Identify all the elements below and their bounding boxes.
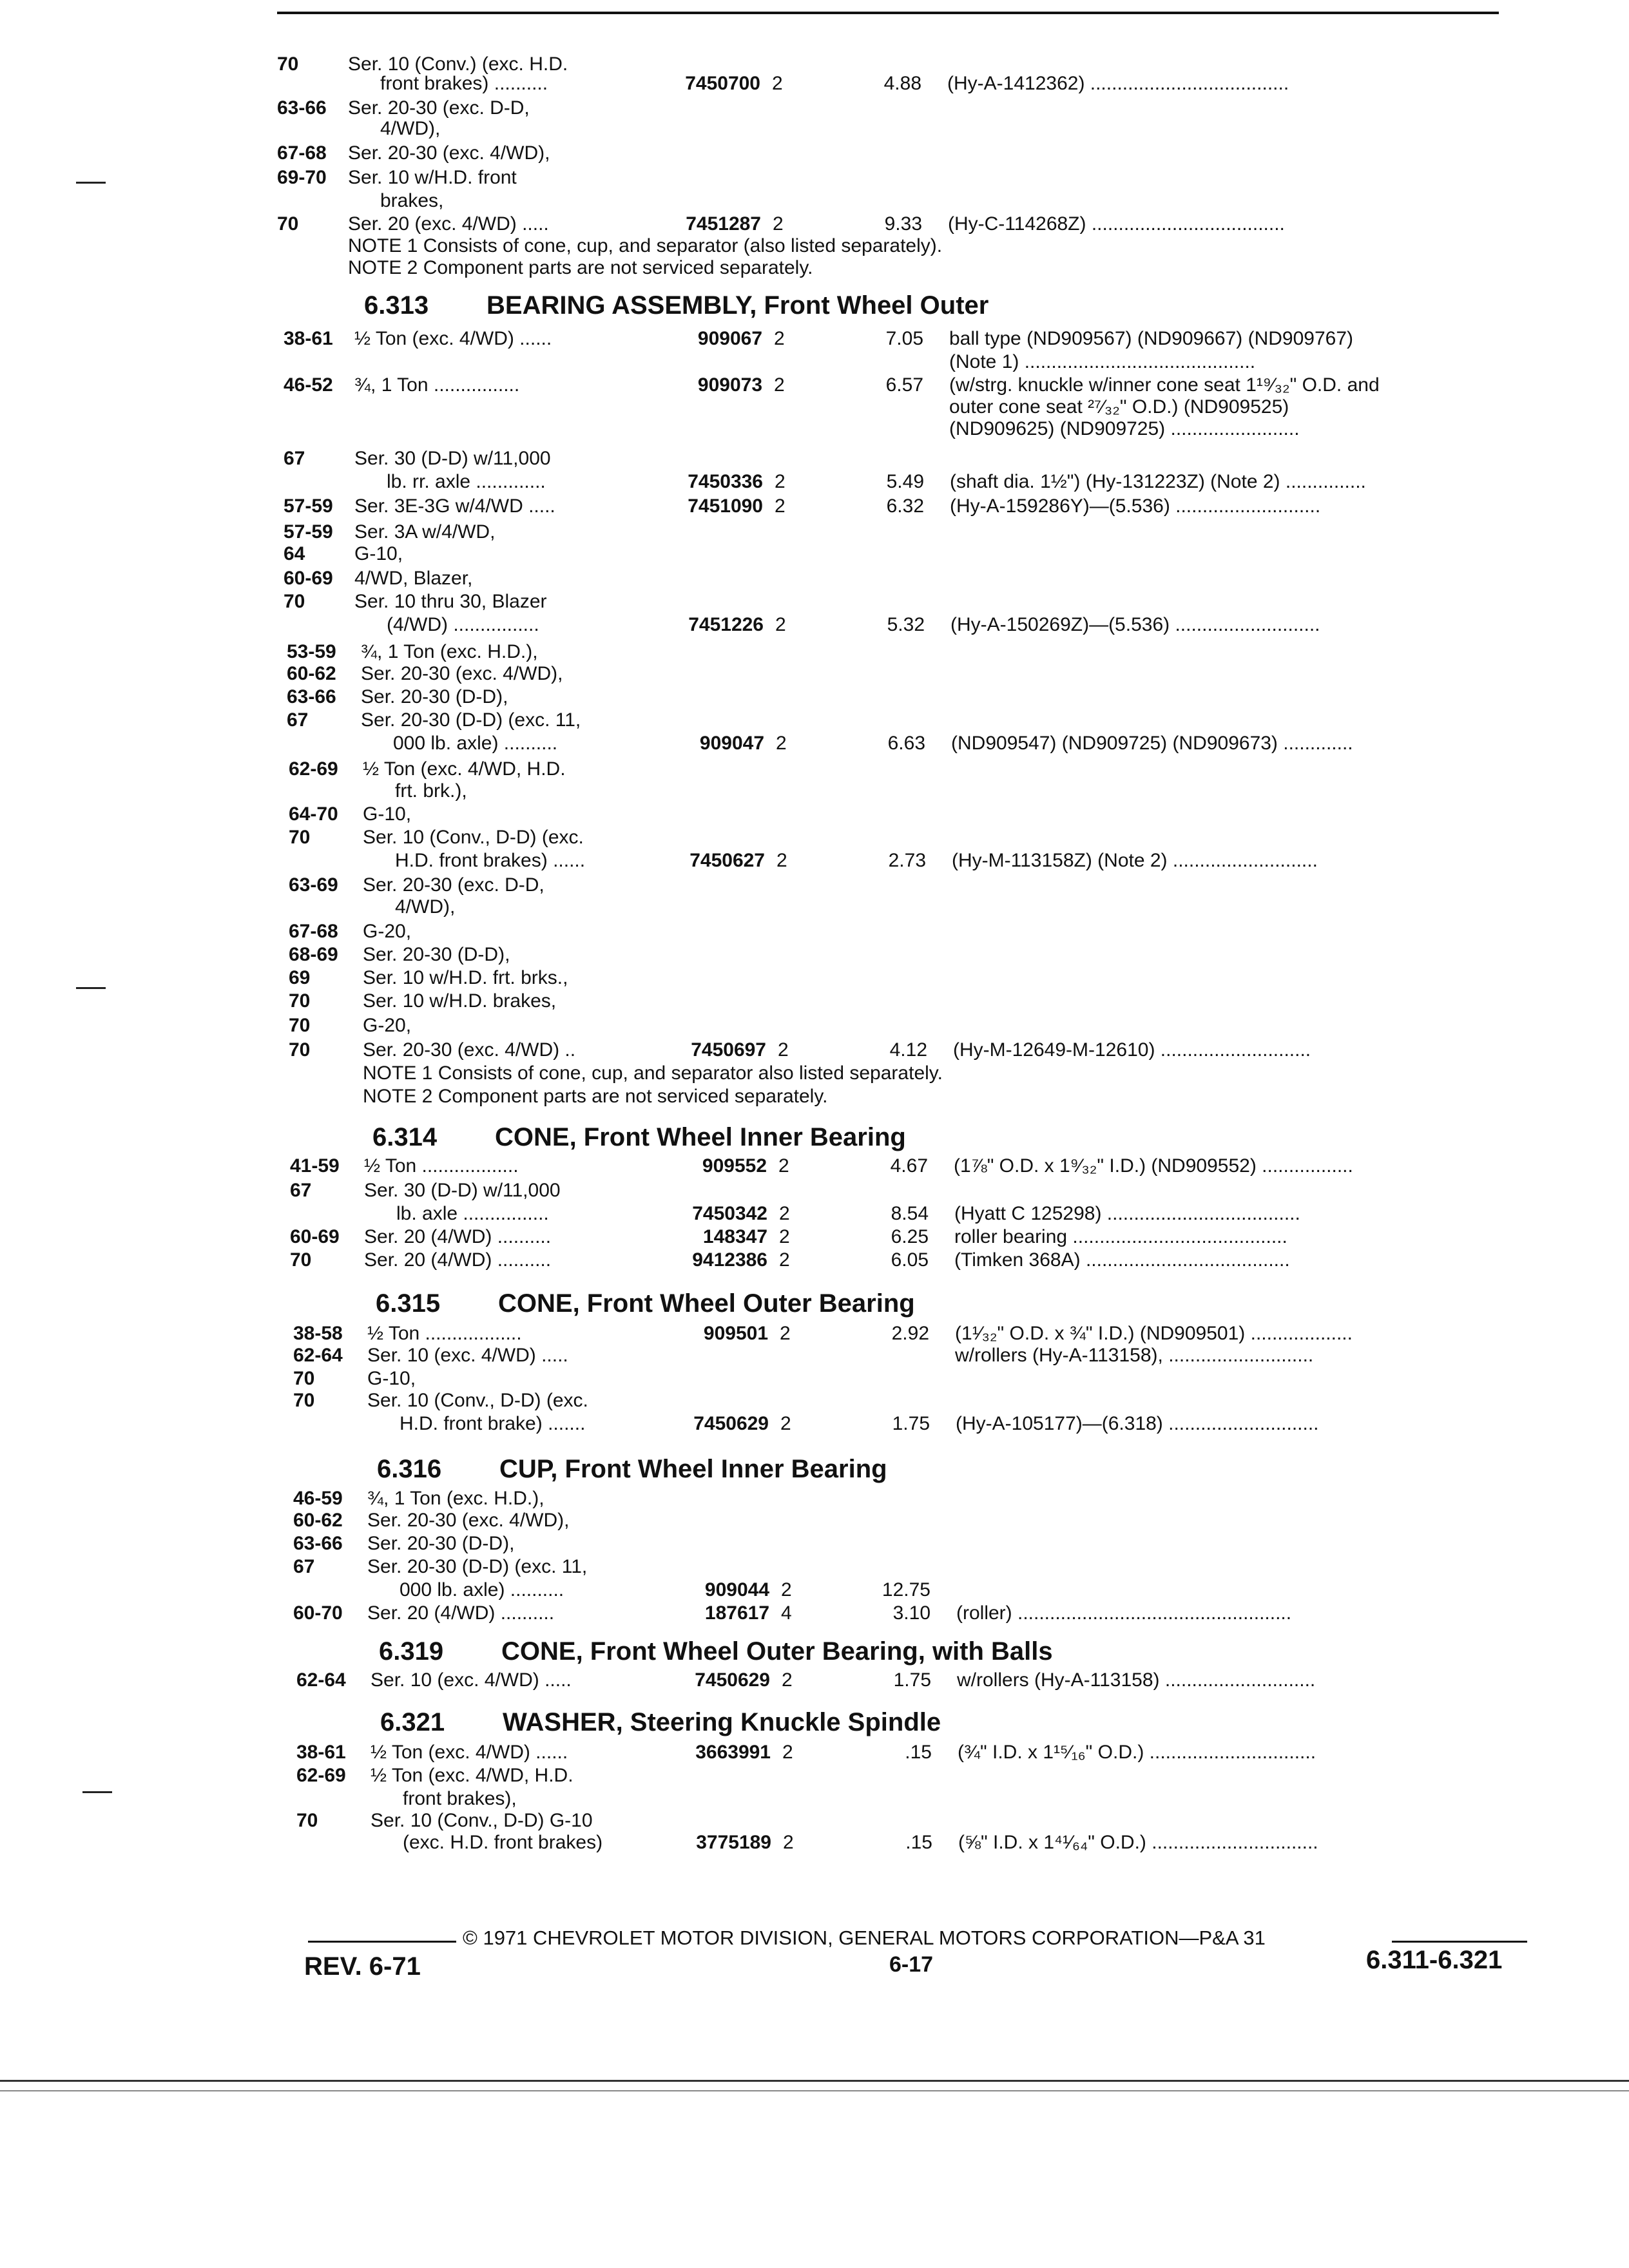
application-description: Ser. 20 (4/WD) .......... <box>367 1602 555 1624</box>
list-price: 6.32 <box>886 495 924 517</box>
parts-row <box>0 447 1629 473</box>
application-description: Ser. 20-30 (exc. 4/WD), <box>367 1510 570 1531</box>
part-number: 3663991 <box>695 1742 771 1763</box>
parts-row <box>0 590 1629 616</box>
parts-row <box>0 1344 1629 1370</box>
model-years: 63-66 <box>293 1533 343 1554</box>
parts-row <box>0 1085 1629 1111</box>
parts-row <box>0 1831 1629 1857</box>
model-years: 57-59 <box>284 521 333 543</box>
section-number: 6.321 <box>380 1708 445 1736</box>
remarks: (1⅞" O.D. x 1⁹⁄₃₂" I.D.) (ND909552) ................. <box>954 1155 1353 1177</box>
list-price: 6.63 <box>887 733 925 754</box>
section-number: 6.313 <box>364 291 429 320</box>
application-description: Ser. 3A w/4/WD, <box>354 521 496 543</box>
application-description: front brakes) .......... <box>380 73 548 94</box>
section-number: 6.315 <box>376 1289 441 1318</box>
part-number: 7450629 <box>695 1669 770 1691</box>
application-description: Ser. 30 (D-D) w/11,000 <box>354 448 551 469</box>
application-description: Ser. 20 (4/WD) .......... <box>364 1226 552 1247</box>
model-years: 68-69 <box>289 944 338 965</box>
section-heading <box>372 1122 906 1152</box>
application-description: Ser. 10 (Conv., D-D) (exc. <box>363 827 584 848</box>
application-description: Ser. 10 w/H.D. front <box>348 167 517 188</box>
application-description: Ser. 10 thru 30, Blazer <box>354 591 547 612</box>
remarks: (Hy-A-159286Y)—(5.536) ........................... <box>950 495 1321 517</box>
application-description: ½ Ton .................. <box>367 1323 522 1344</box>
application-description: Ser. 20-30 (exc. 4/WD) .. <box>363 1039 576 1061</box>
section-number: 6.316 <box>377 1455 442 1483</box>
list-price: 2.73 <box>888 850 926 871</box>
part-number: 7450700 <box>685 73 760 94</box>
page-number: 6-17 <box>889 1952 934 1977</box>
application-description: NOTE 1 Consists of cone, cup, and separator (also listed separately). <box>348 235 943 256</box>
quantity: 2 <box>779 1226 790 1247</box>
parts-row <box>0 1155 1629 1180</box>
model-years: 53-59 <box>287 641 336 662</box>
model-years: 70 <box>293 1390 315 1411</box>
application-description: frt. brk.), <box>395 780 467 802</box>
parts-row <box>0 495 1629 521</box>
part-number: 7450342 <box>692 1203 767 1224</box>
model-years: 69-70 <box>277 167 327 188</box>
application-description: G-10, <box>363 803 412 825</box>
section-heading <box>376 1289 915 1318</box>
revision-label: REV. 6-71 <box>304 1952 421 1981</box>
model-years: 46-59 <box>293 1488 343 1509</box>
list-price: 5.32 <box>887 614 925 635</box>
application-description: NOTE 2 Component parts are not serviced separately. <box>348 257 813 278</box>
parts-row <box>0 189 1629 215</box>
parts-row <box>0 1602 1629 1628</box>
application-description: Ser. 10 w/H.D. frt. brks., <box>363 967 568 988</box>
part-number: 909044 <box>704 1579 769 1600</box>
application-description: ½ Ton (exc. 4/WD, H.D. <box>363 758 566 780</box>
quantity: 2 <box>776 850 787 871</box>
parts-row <box>0 803 1629 829</box>
section-range: 6.311-6.321 <box>1366 1946 1503 1974</box>
parts-row <box>0 920 1629 946</box>
top-rule <box>277 12 1499 14</box>
part-number: 148347 <box>702 1226 767 1247</box>
parts-row <box>0 166 1629 192</box>
model-years: 63-66 <box>277 97 327 119</box>
model-years: 70 <box>290 1249 312 1271</box>
remarks: outer cone seat ²⁷⁄₃₂" O.D.) (ND909525) <box>949 396 1289 418</box>
model-years: 46-52 <box>284 374 333 396</box>
list-price: 6.05 <box>891 1249 929 1271</box>
parts-row <box>0 1179 1629 1205</box>
application-description: Ser. 10 (exc. 4/WD) ..... <box>367 1345 568 1366</box>
list-price: 9.33 <box>884 213 922 235</box>
application-description: NOTE 1 Consists of cone, cup, and separator also listed separately. <box>363 1062 943 1084</box>
application-description: Ser. 20-30 (exc. 4/WD), <box>361 663 563 684</box>
part-number: 909047 <box>699 733 764 754</box>
model-years: 70 <box>289 990 311 1012</box>
model-years: 64-70 <box>289 803 338 825</box>
remarks: (Hy-M-12649-M-12610) ............................ <box>953 1039 1311 1061</box>
quantity: 2 <box>778 1039 789 1061</box>
model-years: 60-69 <box>290 1226 340 1247</box>
part-number: 9412386 <box>692 1249 767 1271</box>
parts-row <box>0 1509 1629 1535</box>
remarks: (shaft dia. 1½") (Hy-131223Z) (Note 2) ............... <box>950 471 1366 492</box>
parts-row <box>0 1532 1629 1558</box>
application-description: 000 lb. axle) .......... <box>393 733 558 754</box>
model-years: 70 <box>289 827 311 848</box>
parts-row <box>0 1555 1629 1581</box>
remarks: (⅝" I.D. x 1⁴¹⁄₆₄" O.D.) ............................... <box>958 1832 1318 1853</box>
list-price: 2.92 <box>891 1323 929 1344</box>
remarks: (Hy-A-150269Z)—(5.536) ........................... <box>950 614 1320 635</box>
parts-row <box>0 1389 1629 1415</box>
model-years: 63-66 <box>287 686 336 707</box>
model-years: 70 <box>289 1039 311 1061</box>
section-heading <box>379 1637 1053 1666</box>
quantity: 2 <box>776 733 787 754</box>
application-description: ½ Ton (exc. 4/WD) ...... <box>371 1742 568 1763</box>
model-years: 57-59 <box>284 495 333 517</box>
list-price: 7.05 <box>885 328 923 349</box>
part-number: 7451090 <box>688 495 763 517</box>
list-price: 5.49 <box>886 471 924 492</box>
remarks: (Hy-A-105177)—(6.318) ............................ <box>956 1413 1319 1434</box>
application-description: Ser. 10 w/H.D. brakes, <box>363 990 557 1012</box>
section-heading <box>380 1707 941 1737</box>
application-description: lb. rr. axle ............. <box>387 471 546 492</box>
model-years: 60-62 <box>293 1510 343 1531</box>
model-years: 70 <box>289 1015 311 1036</box>
parts-row <box>0 567 1629 593</box>
parts-row <box>0 142 1629 168</box>
application-description: Ser. 20-30 (D-D), <box>367 1533 515 1554</box>
application-description: Ser. 10 (exc. 4/WD) ..... <box>371 1669 572 1691</box>
model-years: 62-64 <box>296 1669 346 1691</box>
copyright-line: © 1971 CHEVROLET MOTOR DIVISION, GENERAL MOTORS CORPORATION—P&A 31 <box>463 1927 1266 1949</box>
list-price: 4.88 <box>883 73 921 94</box>
application-description: ½ Ton (exc. 4/WD, H.D. <box>371 1765 574 1786</box>
part-number: 7450336 <box>688 471 763 492</box>
quantity: 2 <box>782 1669 793 1691</box>
model-years: 41-59 <box>290 1155 340 1177</box>
quantity: 2 <box>778 1155 789 1177</box>
model-years: 67 <box>284 448 305 469</box>
parts-row <box>0 1249 1629 1274</box>
remarks: (Hy-M-113158Z) (Note 2) ........................... <box>952 850 1318 871</box>
application-description: lb. axle ................ <box>396 1203 549 1224</box>
remarks: (w/strg. knuckle w/inner cone seat 1¹⁹⁄₃₂" O.D. and <box>949 374 1380 396</box>
remarks: (Hyatt C 125298) .................................... <box>954 1203 1300 1224</box>
quantity: 2 <box>780 1323 791 1344</box>
section-title: CONE, Front Wheel Inner Bearing <box>495 1123 906 1151</box>
quantity: 2 <box>783 1832 794 1853</box>
application-description: H.D. front brakes) ...... <box>395 850 586 871</box>
part-number: 7450697 <box>691 1039 766 1061</box>
footer-rule-right <box>1392 1941 1527 1943</box>
remarks: ball type (ND909567) (ND909667) (ND909767) <box>949 328 1353 349</box>
part-number: 909552 <box>702 1155 767 1177</box>
parts-row <box>0 1741 1629 1767</box>
list-price: 6.57 <box>885 374 923 396</box>
parts-row <box>0 1764 1629 1790</box>
application-description: (exc. H.D. front brakes) <box>403 1832 603 1853</box>
application-description: G-20, <box>363 1015 412 1036</box>
quantity: 2 <box>772 73 783 94</box>
quantity: 2 <box>782 1742 793 1763</box>
part-number: 7451226 <box>688 614 764 635</box>
model-years: 60-62 <box>287 663 336 684</box>
list-price: 1.75 <box>893 1669 931 1691</box>
application-description: Ser. 20-30 (exc. 4/WD), <box>348 142 550 164</box>
quantity: 4 <box>781 1602 792 1624</box>
parts-row <box>0 470 1629 496</box>
model-years: 67 <box>290 1180 312 1201</box>
application-description: 4/WD), <box>395 896 456 918</box>
parts-row <box>0 613 1629 639</box>
part-number: 187617 <box>704 1602 769 1624</box>
parts-row <box>0 117 1629 143</box>
section-heading <box>377 1454 887 1484</box>
part-number: 909501 <box>703 1323 768 1344</box>
quantity: 2 <box>775 614 786 635</box>
list-price: 12.75 <box>882 1579 930 1600</box>
model-years: 67-68 <box>277 142 327 164</box>
section-title: BEARING ASSEMBLY, Front Wheel Outer <box>487 291 989 320</box>
parts-row <box>0 709 1629 735</box>
remarks: (Timken 368A) ...................................... <box>954 1249 1290 1271</box>
section-title: CUP, Front Wheel Inner Bearing <box>499 1455 887 1483</box>
parts-row <box>0 543 1629 568</box>
remarks: (¾" I.D. x 1¹⁵⁄₁₆" O.D.) ............................... <box>958 1742 1316 1763</box>
remarks: (ND909625) (ND909725) ........................ <box>949 418 1300 439</box>
parts-row <box>0 780 1629 805</box>
application-description: (4/WD) ................ <box>387 614 539 635</box>
list-price: 4.67 <box>890 1155 928 1177</box>
application-description: brakes, <box>380 190 444 211</box>
scan-rule <box>0 2090 1629 2091</box>
model-years: 38-61 <box>284 328 333 349</box>
list-price: .15 <box>905 1832 932 1853</box>
quantity: 2 <box>774 374 785 396</box>
list-price: .15 <box>905 1742 932 1763</box>
application-description: G-20, <box>363 921 412 942</box>
remarks: (1¹⁄₃₂" O.D. x ¾" I.D.) (ND909501) ................... <box>955 1323 1353 1344</box>
list-price: 8.54 <box>891 1203 929 1224</box>
application-description: Ser. 20-30 (D-D), <box>363 944 510 965</box>
application-description: ½ Ton (exc. 4/WD) ...... <box>354 328 552 349</box>
part-number: 7450629 <box>693 1413 769 1434</box>
parts-row <box>0 966 1629 992</box>
parts-row <box>0 418 1629 443</box>
list-price: 6.25 <box>891 1226 929 1247</box>
application-description: Ser. 20 (exc. 4/WD) ..... <box>348 213 549 235</box>
application-description: NOTE 2 Component parts are not serviced separately. <box>363 1086 828 1107</box>
parts-row <box>0 686 1629 711</box>
application-description: ¾, 1 Ton (exc. H.D.), <box>361 641 538 662</box>
model-years: 70 <box>284 591 305 612</box>
model-years: 38-61 <box>296 1742 346 1763</box>
model-years: 69 <box>289 967 311 988</box>
parts-row <box>0 1202 1629 1228</box>
remarks: w/rollers (Hy-A-113158) ............................ <box>957 1669 1316 1691</box>
application-description: Ser. 10 (Conv.) (exc. H.D. <box>348 53 568 75</box>
model-years: 70 <box>277 213 299 235</box>
parts-row <box>0 1014 1629 1040</box>
application-description: 000 lb. axle) .......... <box>400 1579 564 1600</box>
quantity: 2 <box>781 1579 792 1600</box>
remarks: (Hy-C-114268Z) .................................... <box>948 213 1285 235</box>
remarks: roller bearing ........................................ <box>954 1226 1287 1247</box>
quantity: 2 <box>775 471 786 492</box>
parts-row <box>0 1579 1629 1604</box>
application-description: Ser. 10 (Conv., D-D) G-10 <box>371 1810 593 1831</box>
parts-row <box>0 732 1629 758</box>
application-description: 4/WD), <box>380 118 441 139</box>
model-years: 60-69 <box>284 568 333 589</box>
section-title: CONE, Front Wheel Outer Bearing <box>498 1289 915 1318</box>
application-description: 4/WD, Blazer, <box>354 568 473 589</box>
quantity: 2 <box>773 213 784 235</box>
application-description: front brakes), <box>403 1788 517 1809</box>
quantity: 2 <box>774 328 785 349</box>
part-number: 7451287 <box>686 213 761 235</box>
list-price: 1.75 <box>892 1413 930 1434</box>
model-years: 63-69 <box>289 874 338 896</box>
quantity: 2 <box>775 495 786 517</box>
section-title: CONE, Front Wheel Outer Bearing, with Balls <box>501 1637 1053 1666</box>
quantity: 2 <box>779 1249 790 1271</box>
application-description: G-10, <box>354 543 403 564</box>
model-years: 38-58 <box>293 1323 343 1344</box>
remarks: (Note 1) ........................................... <box>949 351 1256 372</box>
section-number: 6.319 <box>379 1637 444 1666</box>
application-description: Ser. 20 (4/WD) .......... <box>364 1249 552 1271</box>
application-description: H.D. front brake) ....... <box>400 1413 586 1434</box>
list-price: 3.10 <box>892 1602 930 1624</box>
application-description: ¾, 1 Ton ................ <box>354 374 520 396</box>
remarks: (roller) ................................................... <box>956 1602 1292 1624</box>
part-number: 3775189 <box>696 1832 771 1853</box>
parts-row <box>0 1039 1629 1064</box>
parts-row <box>0 1062 1629 1088</box>
application-description: G-10, <box>367 1368 416 1389</box>
list-price: 4.12 <box>889 1039 927 1061</box>
parts-row <box>0 1412 1629 1438</box>
model-years: 62-69 <box>289 758 338 780</box>
application-description: Ser. 20-30 (D-D) (exc. 11, <box>361 709 581 731</box>
section-number: 6.314 <box>372 1123 438 1151</box>
application-description: Ser. 20-30 (exc. D-D, <box>363 874 545 896</box>
remarks: (Hy-A-1412362) ..................................... <box>947 73 1289 94</box>
remarks: w/rollers (Hy-A-113158), ........................... <box>955 1345 1314 1366</box>
parts-row <box>0 327 1629 353</box>
application-description: Ser. 20-30 (exc. D-D, <box>348 97 530 119</box>
application-description: ¾, 1 Ton (exc. H.D.), <box>367 1488 545 1509</box>
model-years: 62-64 <box>293 1345 343 1366</box>
model-years: 64 <box>284 543 305 564</box>
section-heading <box>364 291 988 320</box>
application-description: Ser. 3E-3G w/4/WD ..... <box>354 495 555 517</box>
parts-row <box>0 826 1629 852</box>
remarks: (ND909547) (ND909725) (ND909673) ............. <box>951 733 1353 754</box>
footer-rule-left <box>308 1941 456 1943</box>
part-number: 909067 <box>697 328 762 349</box>
parts-row <box>0 256 1629 282</box>
part-number: 7450627 <box>689 850 765 871</box>
model-years: 67 <box>293 1556 315 1577</box>
parts-row <box>0 351 1629 376</box>
model-years: 70 <box>296 1810 318 1831</box>
parts-row <box>0 1225 1629 1251</box>
scan-rule <box>0 2080 1629 2082</box>
application-description: Ser. 20-30 (D-D), <box>361 686 508 707</box>
model-years: 67-68 <box>289 921 338 942</box>
application-description: ½ Ton .................. <box>364 1155 519 1177</box>
model-years: 70 <box>277 53 299 75</box>
section-title: WASHER, Steering Knuckle Spindle <box>503 1708 941 1736</box>
parts-row <box>0 896 1629 921</box>
model-years: 67 <box>287 709 309 731</box>
model-years: 62-69 <box>296 1765 346 1786</box>
parts-row <box>0 662 1629 688</box>
application-description: Ser. 10 (Conv., D-D) (exc. <box>367 1390 588 1411</box>
parts-row <box>0 1669 1629 1695</box>
parts-row <box>0 943 1629 969</box>
parts-row <box>0 990 1629 1015</box>
parts-row <box>0 72 1629 98</box>
parts-row <box>0 849 1629 875</box>
application-description: Ser. 20-30 (D-D) (exc. 11, <box>367 1556 588 1577</box>
quantity: 2 <box>779 1203 790 1224</box>
quantity: 2 <box>780 1413 791 1434</box>
model-years: 60-70 <box>293 1602 343 1624</box>
model-years: 70 <box>293 1368 315 1389</box>
part-number: 909073 <box>697 374 762 396</box>
application-description: Ser. 30 (D-D) w/11,000 <box>364 1180 561 1201</box>
